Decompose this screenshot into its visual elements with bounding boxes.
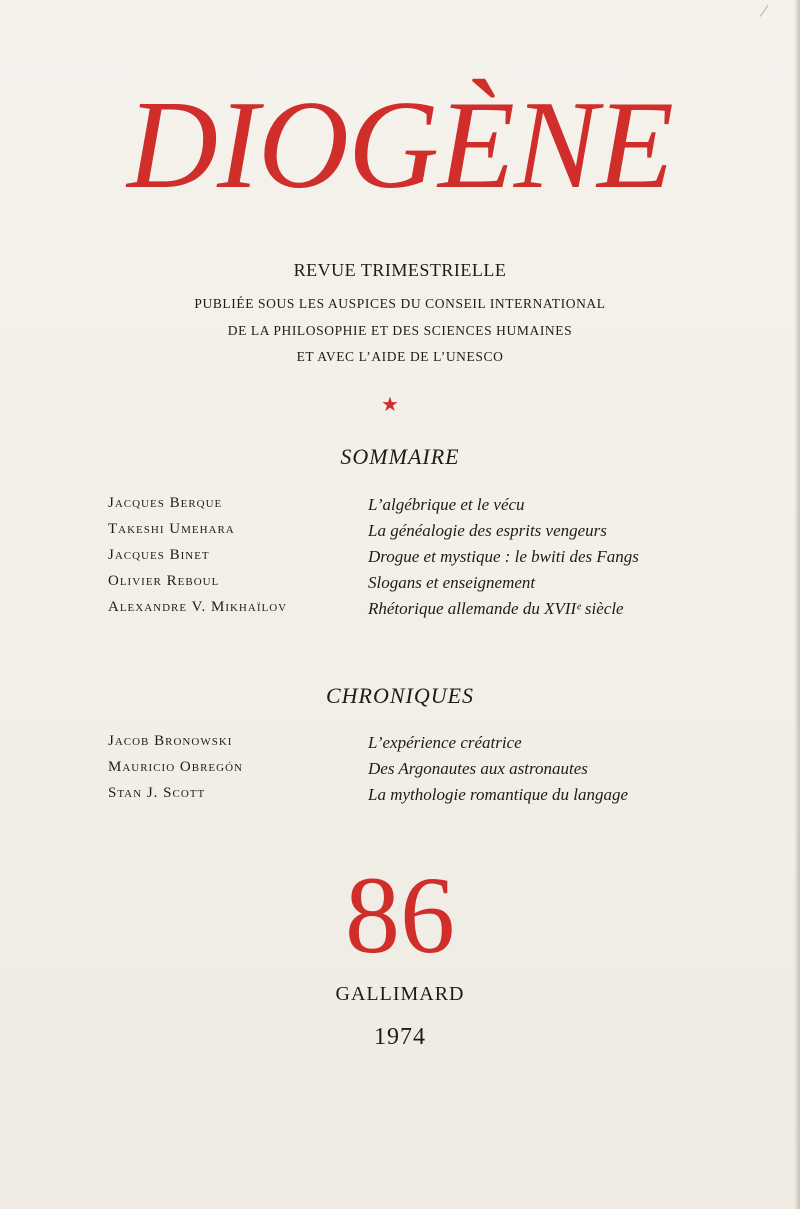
toc-author: Stan J. Scott xyxy=(108,785,206,801)
toc-author: Takeshi Umehara xyxy=(108,521,235,537)
star-ornament-icon: ★ xyxy=(381,394,399,416)
toc-title: Slogans et enseignement xyxy=(368,573,536,592)
toc-author: Alexandre V. Mikhaïlov xyxy=(108,599,288,615)
toc-row xyxy=(108,495,728,521)
toc-author: Jacob Bronowski xyxy=(108,733,233,749)
toc-row xyxy=(108,521,728,547)
toc-title: L’algébrique et le vécu xyxy=(368,495,525,514)
toc-author: Olivier Reboul xyxy=(108,573,220,589)
toc-title: Des Argonautes aux astronautes xyxy=(368,759,588,778)
toc-row xyxy=(108,759,728,785)
issue-number: 86 xyxy=(345,854,455,976)
toc-row xyxy=(108,599,728,625)
toc-row xyxy=(108,547,728,573)
magazine-title: DIOGÈNE xyxy=(127,76,673,215)
toc-author: Mauricio Obregón xyxy=(108,759,243,775)
sommaire-list xyxy=(108,495,728,625)
toc-row xyxy=(108,733,728,759)
chroniques-list xyxy=(108,733,728,811)
toc-author: Jacques Binet xyxy=(108,547,210,563)
chroniques-heading: CHRONIQUES xyxy=(325,683,475,708)
toc-title: Drogue et mystique : le bwiti des Fangs xyxy=(368,547,639,566)
magazine-subtitle: REVUE TRIMESTRIELLE xyxy=(293,260,507,280)
toc-author: Jacques Berque xyxy=(108,495,223,511)
toc-title: La généalogie des esprits vengeurs xyxy=(368,521,607,540)
toc-title: La mythologie romantique du langage xyxy=(368,785,629,804)
corner-pencil-mark xyxy=(760,5,775,22)
toc-title: L’expérience créatrice xyxy=(368,733,522,752)
publication-line-3: ET AVEC L’AIDE DE L’UNESCO xyxy=(296,349,504,364)
toc-row xyxy=(108,573,728,599)
publication-year: 1974 xyxy=(374,1024,426,1050)
publication-line-1: PUBLIÉE SOUS LES AUSPICES DU CONSEIL INTERNATIONAL xyxy=(194,296,606,311)
toc-row xyxy=(108,785,728,811)
toc-title: Rhétorique allemande du XVIIᵉ siècle xyxy=(368,599,624,618)
publication-line-2: DE LA PHILOSOPHIE ET DES SCIENCES HUMAINES xyxy=(227,323,573,338)
sommaire-heading: SOMMAIRE xyxy=(340,444,460,469)
publisher-name: GALLIMARD xyxy=(335,983,465,1005)
